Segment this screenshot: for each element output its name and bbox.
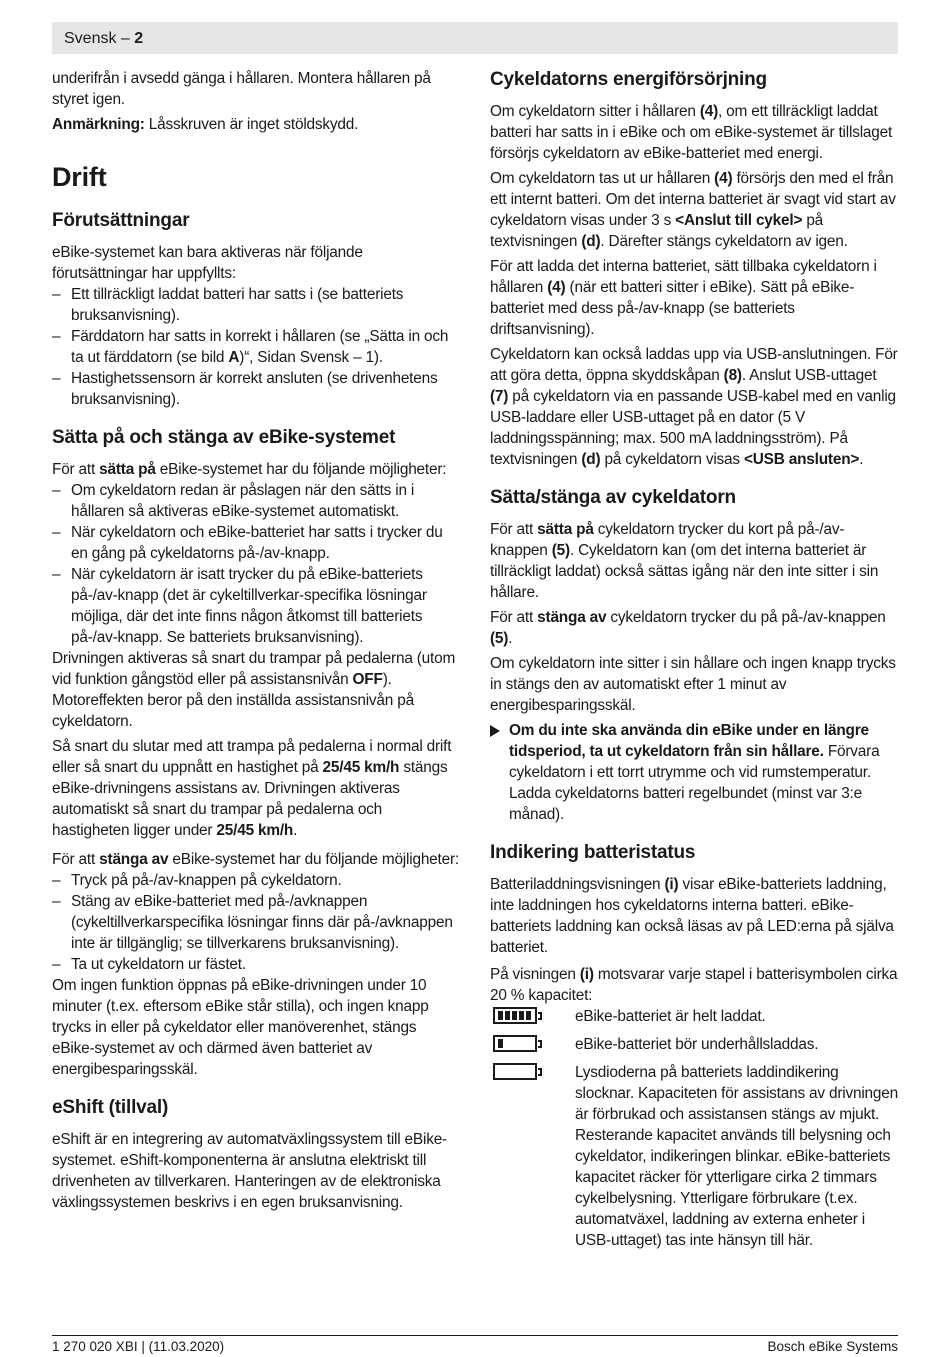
- bold-text: 25/45 km/h: [322, 759, 400, 776]
- bold-text: stänga av: [99, 851, 169, 868]
- list-item: – Tryck på på-/av-knappen på cykeldatorn.: [52, 870, 460, 891]
- list-item: – När cykeldatorn är isatt trycker du på eBike-batteriets på-/av-knapp (det är cykeltillverkar-specifika lösningar möjliga, där det inte finns någon åtkomst till batteriets på-/av-knapp. Se batteriets bruksanvisning).: [52, 564, 460, 648]
- battery-row-full: [490, 1006, 898, 1027]
- text: . Cykeldatorn kan (om det interna batteriet är tillräckligt laddat) också sättas igång när den inte sitter i sin hållare.: [490, 542, 879, 601]
- text: cykeldatorn trycker du på på-/av-knappen: [606, 609, 886, 626]
- footer-divider: [52, 1335, 898, 1336]
- text: . Anslut USB-uttaget: [741, 367, 877, 384]
- note-label: Anmärkning:: [52, 116, 145, 133]
- text: För att: [52, 851, 100, 868]
- list-item: – Ta ut cykeldatorn ur fästet.: [52, 954, 460, 975]
- left-column: [52, 68, 460, 1217]
- text: motsvarar varje stapel i batterisymbolen cirka 20 % kapacitet:: [490, 966, 898, 1004]
- stanga-list: [52, 870, 460, 975]
- battery-bar: [526, 1011, 531, 1020]
- text: på cykeldatorn visas: [600, 451, 744, 468]
- text: . Därefter stängs cykeldatorn av igen.: [600, 233, 848, 250]
- text: (när ett batteri sitter i eBike). Sätt på eBike-batteriet med dess på-/av-knapp (se batteriets driftsanvisning).: [490, 279, 855, 338]
- energi-paragraph-2: [490, 168, 898, 252]
- heading-eshift: eShift (tillval): [52, 1097, 169, 1118]
- bold-text: (4): [547, 279, 566, 296]
- page-header: [52, 22, 898, 54]
- bold-text: (i): [579, 966, 594, 983]
- stanga-paragraph: [52, 849, 460, 870]
- satta-list: [52, 480, 460, 648]
- text: Batteriladdningsvisningen: [490, 876, 665, 893]
- battery-desc: Lysdioderna på batteriets laddindikering slocknar. Kapaciteten för assistans av drivningen är förbrukad och assistansen stängs av mjukt. Resterande kapacitet används till belysning och cykeldator, indikeringen blinkar. eBike-batteriets kapacitet räcker för ytterligare cirka 2 timmars cykelbelysning. Ytterligare förbrukare (t.ex. automatväxel, laddning av externa enheter i USB-uttaget) tas inte hänsyn till här.: [575, 1064, 898, 1249]
- intro-text: underifrån i avsedd gänga i hållaren. Montera hållaren på styret igen.: [52, 70, 431, 108]
- list-item: – När cykeldatorn och eBike-batteriet har satts i trycker du en gång på cykeldatorns på-/av-knapp.: [52, 522, 460, 564]
- battery-low-icon: [490, 1034, 575, 1055]
- heading-forutsattningar: Förutsättningar: [52, 210, 190, 231]
- battery-empty-icon: [490, 1062, 575, 1083]
- text: cykeldatorn trycker du kort på på-/av-knappen: [490, 521, 845, 559]
- text: På visningen: [490, 966, 580, 983]
- om-ingen-paragraph: Om ingen funktion öppnas på eBike-drivningen under 10 minuter (t.ex. eftersom eBike står stilla), och ingen knapp trycks in eller på cykeldator eller manöverenhet, stängs eBike-systemet av och därmed även batteriet av energibesparingsskäl.: [52, 977, 429, 1078]
- text: .: [293, 822, 298, 839]
- bold-text: (5): [551, 542, 570, 559]
- text: eBike-systemet har du följande möjligheter:: [155, 461, 447, 478]
- bold-text: (7): [490, 388, 509, 405]
- bold-text: sätta på: [537, 521, 594, 538]
- header-page-number: 2: [134, 30, 144, 47]
- text: Om cykeldatorn sitter i hållaren: [490, 103, 700, 120]
- text: försörjs den med el från ett internt batteri. Om det interna batteriet är svagt vid start av cykeldatorn visas under 3 s: [490, 170, 896, 229]
- battery-full-icon: [490, 1006, 575, 1027]
- energi-paragraph-3: [490, 256, 898, 340]
- energi-paragraph-1: [490, 101, 898, 164]
- text: Cykeldatorn kan också laddas upp via USB-anslutningen. För att göra detta, öppna skyddskåpan: [490, 346, 898, 384]
- forut-list: [52, 284, 460, 410]
- warning-note: [490, 720, 898, 825]
- ind-paragraph-2: [490, 964, 898, 1006]
- bold-text: (8): [723, 367, 742, 384]
- bold-text: (5): [490, 630, 509, 647]
- battery-bar: [519, 1011, 524, 1020]
- satta-cd-paragraph-3: Om cykeldatorn inte sitter i sin hållare och ingen knapp trycks in stängs den av automatiskt efter 1 minut av energibesparingsskäl.: [490, 655, 896, 714]
- warning-bold: Om du inte ska använda din eBike under en längre tidsperiod, ta ut cykeldatorn från sin hållare.: [509, 722, 869, 760]
- bold-text: sätta på: [99, 461, 156, 478]
- satta-cd-paragraph-1: [490, 519, 898, 603]
- battery-bar: [498, 1039, 503, 1048]
- list-item: – Om cykeldatorn redan är påslagen när den sätts in i hållaren så aktiveras eBike-systemet automatiskt.: [52, 480, 460, 522]
- bold-text: 25/45 km/h: [216, 822, 294, 839]
- triangle-bullet-icon: [490, 725, 500, 737]
- bold-text: (d): [581, 233, 601, 250]
- text: För att ladda det interna batteriet, sätt tillbaka cykeldatorn i hållaren: [490, 258, 877, 296]
- list-item: – Stäng av eBike-batteriet med på-/avknappen (cykeltillverkarspecifika lösningar finns där på-/avknappen inte är tillgänglig; se tillverkarens bruksanvisning).: [52, 891, 460, 954]
- text: Drivningen aktiveras så snart du trampar på pedalerna (utom vid funktion gångstöd eller på assistansnivån: [52, 650, 456, 688]
- battery-legend: [490, 1006, 898, 1251]
- bold-text: (d): [581, 451, 601, 468]
- note-text: Låsskruven är inget stöldskydd.: [144, 116, 359, 133]
- bold-text: <USB ansluten>: [743, 451, 860, 468]
- header-sep: –: [116, 30, 135, 47]
- heading-indikering-batteristatus: Indikering batteristatus: [490, 842, 696, 863]
- list-text: )“, Sidan Svensk – 1).: [239, 349, 383, 366]
- heading-satta-pa: Sätta på och stänga av eBike-systemet: [52, 427, 396, 448]
- satta-paragraph: [52, 459, 460, 480]
- battery-row-low: [490, 1034, 898, 1055]
- text: visar eBike-batteriets laddning, inte laddningen hos cykeldatorns interna batteri. eBike-batteriets laddning kan också läsas av på LED:erna på själva batteriet.: [490, 876, 894, 956]
- battery-row-empty: [490, 1062, 898, 1251]
- text: För att: [52, 461, 100, 478]
- list-item: [52, 326, 460, 368]
- text: För att: [490, 609, 538, 626]
- right-column: [490, 68, 898, 1258]
- battery-desc: eBike-batteriet är helt laddat.: [575, 1008, 766, 1025]
- bold-text: (4): [714, 170, 733, 187]
- text: .: [508, 630, 513, 647]
- battery-bar: [498, 1011, 503, 1020]
- footer-doc-number: 1 270 020 XBI | (11.03.2020): [52, 1339, 225, 1354]
- bold-text: OFF: [352, 671, 383, 688]
- text: , om ett tillräckligt laddat batteri har satts in i eBike och om eBike-systemet är tillslaget försörjs cykeldatorn av eBike-batteriet med energi.: [490, 103, 893, 162]
- footer-brand: Bosch eBike Systems: [767, 1339, 898, 1354]
- battery-bar: [505, 1011, 510, 1020]
- eshift-paragraph: eShift är en integrering av automatväxlingssystem till eBike-systemet. eShift-komponenterna är anslutna elektriskt till drivenheten av tillverkaren. Hanteringen av de elektroniska växlingssystemen beskrivs i en egen bruksanvisning.: [52, 1131, 447, 1211]
- text: Så snart du slutar med att trampa på pedalerna i normal drift eller så snart du uppnått en hastighet på: [52, 738, 452, 776]
- energi-paragraph-4: [490, 344, 898, 470]
- note-paragraph: [52, 114, 460, 135]
- heading-drift: Drift: [52, 162, 107, 192]
- battery-bar: [512, 1011, 517, 1020]
- figure-ref: A: [228, 349, 240, 366]
- text: För att: [490, 521, 538, 538]
- satta-cd-paragraph-2: [490, 607, 898, 649]
- text: på textvisningen: [490, 212, 824, 250]
- bold-text: <Anslut till cykel>: [675, 212, 803, 229]
- text: .: [859, 451, 864, 468]
- bold-text: stänga av: [537, 609, 607, 626]
- header-label: [64, 30, 143, 48]
- list-item: – Ett tillräckligt laddat batteri har satts i (se batteriets bruksanvisning).: [52, 284, 460, 326]
- bold-text: (4): [699, 103, 719, 120]
- text: Om cykeldatorn tas ut ur hållaren: [490, 170, 715, 187]
- list-text: Färddatorn har satts in korrekt i hållaren (se „Sätta in och ta ut färddatorn (se bild: [71, 328, 449, 366]
- text: ). Motoreffekten beror på den inställda assistansnivån på cykeldatorn.: [52, 671, 414, 730]
- text: på cykeldatorn via en passande USB-kabel med en vanlig USB-laddare eller USB-uttaget på en dator (5 V laddningsspänning; max. 500 mA laddningsström). På textvisningen: [490, 388, 896, 468]
- sa-snart-paragraph: [52, 736, 460, 841]
- drivning-paragraph: [52, 648, 460, 732]
- header-lang: Svensk: [64, 30, 117, 47]
- text: eBike-systemet har du följande möjligheter:: [168, 851, 459, 868]
- heading-satta-stanga-cykeldator: Sätta/stänga av cykeldatorn: [490, 487, 736, 508]
- list-item: – Hastighetssensorn är korrekt ansluten (se drivenhetens bruksanvisning).: [52, 368, 460, 410]
- battery-desc: eBike-batteriet bör underhållsladdas.: [575, 1036, 819, 1053]
- heading-energiforsorjning: Cykeldatorns energiförsörjning: [490, 69, 767, 90]
- bold-text: (i): [664, 876, 679, 893]
- ind-paragraph-1: [490, 874, 898, 958]
- forut-paragraph: eBike-systemet kan bara aktiveras när följande förutsättningar har uppfyllts:: [52, 244, 363, 282]
- warning-text: Förvara cykeldatorn i ett torrt utrymme och vid rumstemperatur. Ladda cykeldatorns batteri regelbundet (minst var 3:e månad).: [509, 743, 880, 823]
- text: stängs eBike-drivningens assistans av. Drivningen aktiveras automatiskt så snart du trampar på pedalerna och hastigheten ligger under: [52, 759, 448, 839]
